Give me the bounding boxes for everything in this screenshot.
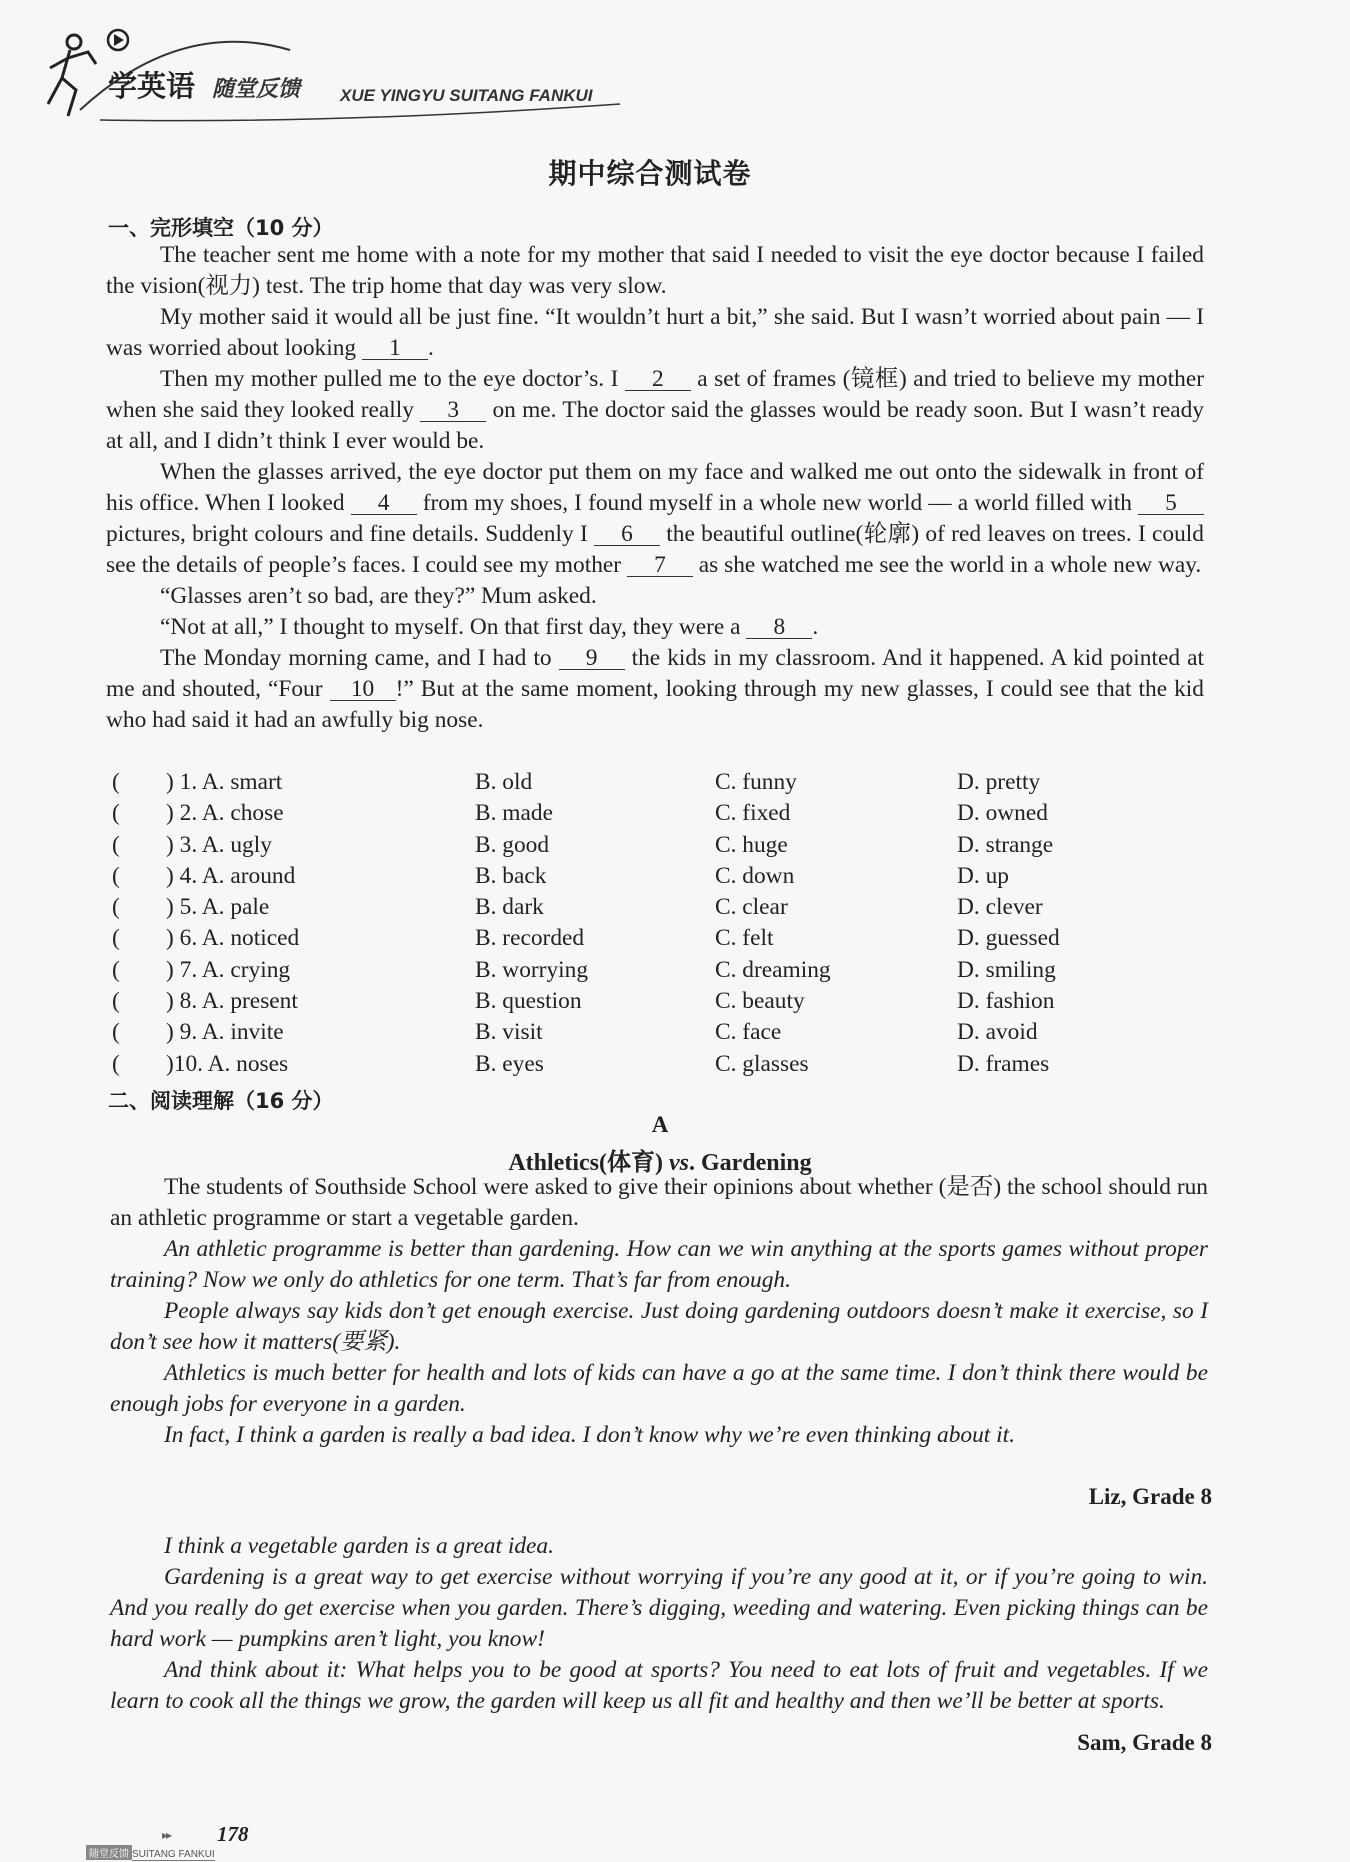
option-c: C. glasses: [715, 1050, 809, 1077]
option-a: ) 4. A. around: [166, 862, 296, 889]
option-row: [106, 957, 1206, 988]
sam-paragraph: I think a vegetable garden is a great idea.: [164, 1533, 554, 1559]
answer-bracket[interactable]: (: [112, 769, 120, 795]
option-row: [106, 925, 1206, 956]
option-d: D. owned: [957, 800, 1048, 827]
option-c: C. fixed: [715, 800, 791, 827]
option-d: D. frames: [957, 1050, 1050, 1077]
page-number: 178: [217, 1822, 249, 1846]
option-d: D. clever: [957, 894, 1043, 921]
logo-chinese-sub: 随堂反馈: [212, 77, 301, 102]
option-a: ) 3. A. ugly: [166, 831, 272, 858]
answer-bracket[interactable]: (: [112, 1019, 120, 1046]
footer-tag-cn: 随堂反馈: [86, 1845, 132, 1860]
option-row: [106, 800, 1206, 831]
footer-tag-en: SUITANG FANKUI: [132, 1849, 215, 1860]
option-row: [106, 832, 1206, 863]
option-c: C. beauty: [715, 988, 805, 1015]
answer-bracket[interactable]: (: [112, 988, 120, 1015]
answer-bracket[interactable]: (: [112, 1050, 120, 1077]
option-b: B. question: [475, 988, 582, 1015]
liz-signature: Liz, Grade 8: [1088, 1484, 1212, 1509]
option-d: D. strange: [957, 831, 1054, 858]
option-b: B. old: [475, 769, 533, 795]
option-b: B. dark: [475, 894, 544, 921]
sam-paragraph: And think about it: What helps you to be good at sports? You need to eat lots of fruit and vegetables. If we learn to cook all the things we grow, the garden will keep us all fit and healthy and then we’ll be better at sports.: [110, 1657, 1208, 1714]
sam-signature: Sam, Grade 8: [1077, 1730, 1212, 1755]
answer-bracket[interactable]: (: [112, 956, 120, 983]
option-c: C. felt: [715, 925, 774, 952]
option-row: [106, 1019, 1206, 1050]
option-row: [106, 894, 1206, 925]
option-d: D. guessed: [957, 925, 1060, 952]
cloze-paragraph: My mother said it would all be just fine. “It wouldn’t hurt a bit,” she said. But I wasn’t worried about pain — I was worried about looking 1 .: [106, 304, 1204, 361]
liz-paragraph: People always say kids don’t get enough exercise. Just doing gardening outdoors doesn’t make it exercise, so I don’t see how it matters(要紧).: [110, 1298, 1208, 1355]
option-row: [106, 1051, 1206, 1082]
option-d: D. up: [957, 862, 1009, 889]
option-c: C. huge: [715, 831, 788, 858]
page-title: 期中综合测试卷: [548, 157, 752, 190]
cloze-paragraph: The Monday morning came, and I had to 9 the kids in my classroom. And it happened. A kid pointed at me and shouted, “Four 10 !” But at the same moment, looking through my new glasses, I could see that the kid who had said it had an awfully big nose.: [106, 645, 1204, 733]
option-b: B. made: [475, 800, 553, 827]
footer-arrows: ▸▸: [162, 1828, 171, 1842]
option-row: [106, 863, 1206, 894]
answer-bracket[interactable]: (: [112, 925, 120, 952]
cloze-blank[interactable]: 7: [627, 554, 693, 577]
option-c: C. down: [715, 862, 795, 889]
cloze-blank[interactable]: 5: [1138, 492, 1204, 515]
cloze-blank[interactable]: 9: [559, 647, 625, 670]
option-a: ) 1. A. smart: [166, 769, 283, 795]
option-a: ) 7. A. crying: [166, 956, 291, 983]
cloze-blank[interactable]: 4: [351, 492, 417, 515]
section-heading-cloze: 一、完形填空（10 分）: [108, 216, 334, 240]
answer-bracket[interactable]: (: [112, 894, 120, 921]
option-d: D. pretty: [957, 769, 1041, 795]
logo-english: XUE YINGYU SUITANG FANKUI: [340, 86, 593, 105]
option-c: C. clear: [715, 894, 788, 921]
answer-bracket[interactable]: (: [112, 862, 120, 889]
liz-paragraph: In fact, I think a garden is really a bad idea. I don’t know why we’re even thinking about it.: [164, 1422, 1015, 1448]
option-a: ) 5. A. pale: [166, 894, 270, 921]
logo-chinese: 学英语: [108, 69, 196, 103]
liz-paragraph: Athletics is much better for health and lots of kids can have a go at the same time. I don’t think there would be enough jobs for everyone in a garden.: [110, 1360, 1208, 1417]
option-b: B. back: [475, 862, 547, 889]
option-row: [106, 988, 1206, 1019]
cloze-paragraph: The teacher sent me home with a note for my mother that said I needed to visit the eye doctor because I failed the vision(视力) test. The trip home that day was very slow.: [106, 242, 1204, 299]
option-a: ) 8. A. present: [166, 988, 298, 1015]
option-c: C. dreaming: [715, 956, 831, 983]
sam-opinion: [110, 1531, 1208, 1717]
option-b: B. visit: [475, 1019, 543, 1046]
option-a: )10. A. noses: [166, 1050, 289, 1077]
option-a: ) 9. A. invite: [166, 1019, 284, 1046]
option-c: C. face: [715, 1019, 782, 1046]
cloze-paragraph: Then my mother pulled me to the eye doctor’s. I 2 a set of frames (镜框) and tried to believe my mother when she said they looked really 3 on me. The doctor said the glasses would be ready soon. But I wasn’t ready at all, and I didn’t think I ever would be.: [106, 366, 1204, 454]
cloze-paragraph: “Glasses aren’t so bad, are they?” Mum asked.: [160, 583, 597, 609]
option-b: B. good: [475, 831, 550, 858]
cloze-blank[interactable]: 3: [420, 399, 486, 422]
option-d: D. smiling: [957, 956, 1056, 983]
sam-paragraph: Gardening is a great way to get exercise without worrying if you’re any good at it, or if you’re going to win. And you really do get exercise when you garden. There’s digging, weeding and watering. Even picking things can be hard work — pumpkins aren’t light, you know!: [110, 1564, 1208, 1652]
liz-opinion: [110, 1234, 1208, 1451]
option-a: ) 6. A. noticed: [166, 925, 300, 952]
cloze-blank[interactable]: 6: [594, 523, 660, 546]
cloze-options: [106, 769, 1206, 1082]
cloze-blank[interactable]: 2: [625, 368, 691, 391]
answer-bracket[interactable]: (: [112, 800, 120, 827]
option-b: B. recorded: [475, 925, 585, 952]
reading-intro: The students of Southside School were asked to give their opinions about whether (是否) the school should run an athletic programme or start a vegetable garden.: [110, 1174, 1208, 1231]
runner-icon: [48, 35, 96, 116]
section-heading-reading: 二、阅读理解（16 分）: [108, 1089, 334, 1113]
cloze-paragraph: When the glasses arrived, the eye doctor put them on my face and walked me out onto the sidewalk in front of his office. When I looked 4 from my shoes, I found myself in a whole new world — a world filled with 5 pictures, bright colours and fine details. Suddenly I 6 the beautiful outline(轮廓) of red leaves on trees. I could see the details of people’s faces. I could see my mother 7 as she watched me see the world in a whole new way.: [106, 459, 1205, 578]
option-a: ) 2. A. chose: [166, 800, 284, 827]
cloze-blank[interactable]: 8: [746, 616, 812, 639]
option-row: [106, 769, 1206, 800]
passage-label: A: [651, 1112, 669, 1137]
option-d: D. fashion: [957, 988, 1055, 1015]
footer-tag: [86, 1844, 286, 1860]
article-title: Athletics(体育) vs. Gardening: [508, 1150, 812, 1176]
answer-bracket[interactable]: (: [112, 831, 120, 858]
cloze-paragraph: “Not at all,” I thought to myself. On that first day, they were a 8 .: [160, 614, 819, 640]
option-b: B. eyes: [475, 1050, 544, 1077]
cloze-blank[interactable]: 1: [362, 337, 428, 360]
option-c: C. funny: [715, 769, 797, 795]
option-b: B. worrying: [475, 956, 589, 983]
option-d: D. avoid: [957, 1019, 1038, 1046]
cloze-passage: [106, 240, 1204, 736]
liz-paragraph: An athletic programme is better than gardening. How can we win anything at the sports games without proper training? Now we only do athletics for one term. That’s far from enough.: [110, 1236, 1208, 1293]
cloze-blank[interactable]: 10: [330, 678, 396, 701]
